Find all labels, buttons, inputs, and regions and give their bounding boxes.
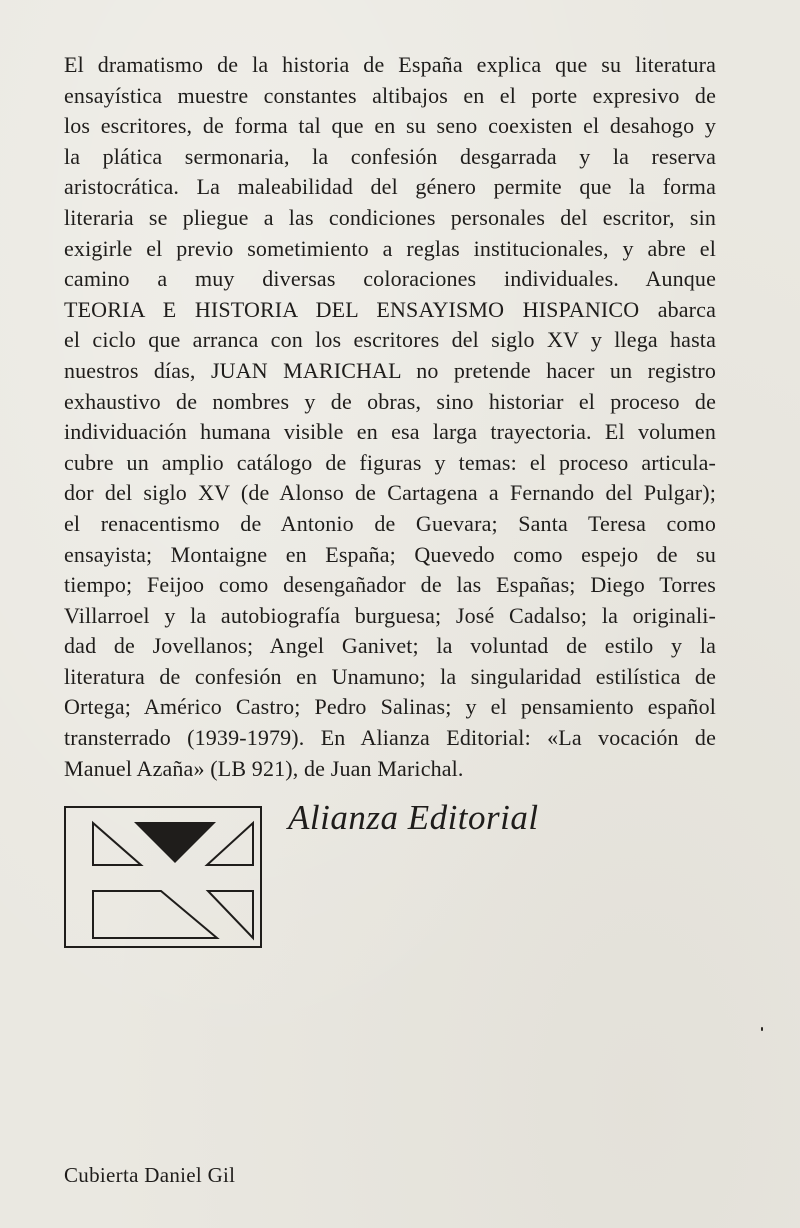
blurb-line: el renacentismo de Antonio de Guevara; Santa Teresa como — [64, 510, 716, 536]
logo-triangle-center — [134, 822, 216, 863]
logo-triangle-left — [93, 823, 141, 865]
logo-triangle-right — [207, 823, 253, 865]
publisher-name: Alianza Editorial — [288, 798, 539, 837]
print-speck — [761, 1027, 763, 1031]
blurb-line: dor del siglo XV (de Alonso de Cartagena a Fernando del Pulgar); — [64, 480, 716, 506]
blurb-line: dad de Jovellanos; Angel Ganivet; la voluntad de estilo y la — [64, 633, 716, 659]
publisher-logo — [64, 806, 262, 948]
logo-icon — [66, 808, 264, 950]
blurb-line: ensayista; Montaigne en España; Quevedo como espejo de su — [64, 541, 716, 567]
blurb-line: aristocrática. La maleabilidad del género permite que la forma — [64, 174, 716, 200]
logo-trapezoid — [93, 891, 217, 938]
blurb-line: individuación humana visible en esa larga trayectoria. El volumen — [64, 419, 716, 445]
blurb-line: Villarroel y la autobiografía burguesa; José Cadalso; la originali- — [64, 602, 716, 628]
blurb-line: literatura de confesión en Unamuno; la singularidad estilística de — [64, 663, 716, 689]
blurb-line: nuestros días, JUAN MARICHAL no pretende hacer un registro — [64, 357, 716, 383]
blurb-line: ensayística muestre constantes altibajos en el porte expresivo de — [64, 82, 716, 108]
blurb-line: literaria se pliegue a las condiciones personales del escritor, sin — [64, 204, 716, 230]
blurb-line: El dramatismo de la historia de España explica que su literatura — [64, 52, 716, 77]
logo-triangle-bottom-right — [208, 891, 253, 938]
blurb-line: transterrado (1939-1979). En Alianza Editorial: «La vocación de — [64, 725, 716, 751]
blurb-line: los escritores, de forma tal que en su seno coexisten el desahogo y — [64, 113, 716, 139]
blurb-line: exigirle el previo sometimiento a reglas institucionales, y abre el — [64, 235, 716, 261]
blurb-line: TEORIA E HISTORIA DEL ENSAYISMO HISPANICO abarca — [64, 296, 716, 322]
blurb-line: Ortega; Américo Castro; Pedro Salinas; y el pensamiento español — [64, 694, 716, 720]
blurb-line: el ciclo que arranca con los escritores del siglo XV y llega hasta — [64, 327, 716, 353]
blurb-line: Manuel Azaña» (LB 921), de Juan Marichal. — [64, 755, 464, 781]
blurb-line: cubre un amplio catálogo de figuras y temas: el proceso articula- — [64, 449, 716, 475]
blurb-line: tiempo; Feijoo como desengañador de las Españas; Diego Torres — [64, 572, 716, 598]
blurb-line: la plática sermonaria, la confesión desgarrada y la reserva — [64, 143, 716, 169]
blurb-line: exhaustivo de nombres y de obras, sino historiar el proceso de — [64, 388, 716, 414]
cover-credit: Cubierta Daniel Gil — [64, 1163, 236, 1187]
blurb-line: camino a muy diversas coloraciones individuales. Aunque — [64, 266, 716, 292]
blurb-text — [64, 50, 716, 784]
